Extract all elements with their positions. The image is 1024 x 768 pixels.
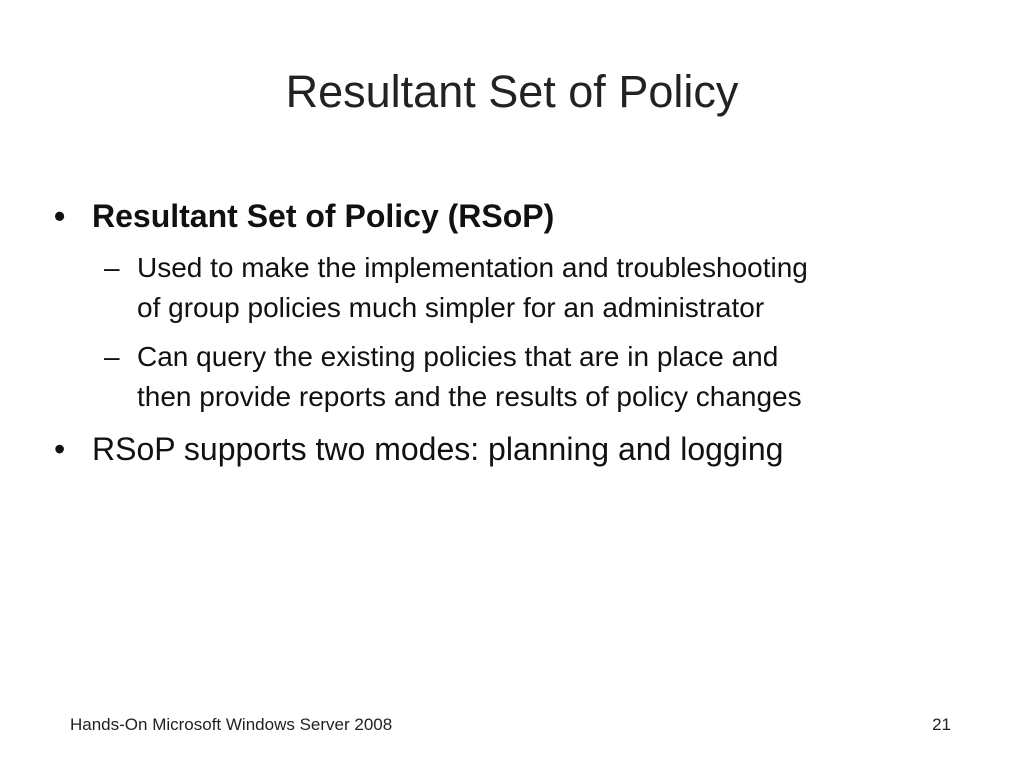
slide-title: Resultant Set of Policy	[285, 66, 739, 117]
bullet-marker: •	[54, 431, 66, 467]
bullet-text: Resultant Set of Policy (RSoP)	[92, 198, 555, 234]
sub-bullet-line: Can query the existing policies that are in place and	[137, 341, 779, 372]
bullet-item-rsop	[54, 196, 555, 236]
dash-marker: –	[104, 252, 120, 283]
bullet-item-modes	[54, 429, 784, 469]
dash-marker: –	[104, 341, 120, 372]
footer-page-number: 21	[932, 715, 951, 734]
sub-bullet-line: then provide reports and the results of policy changes	[137, 381, 802, 412]
bullet-marker: •	[54, 198, 66, 234]
sub-bullet-line: Used to make the implementation and troubleshooting	[137, 252, 808, 283]
footer-course-title: Hands-On Microsoft Windows Server 2008	[70, 715, 393, 734]
sub-bullet-item	[104, 248, 967, 328]
sub-bullet-line: of group policies much simpler for an administrator	[137, 292, 765, 323]
bullet-text: RSoP supports two modes: planning and logging	[92, 431, 784, 467]
sub-bullet-item	[104, 337, 967, 417]
